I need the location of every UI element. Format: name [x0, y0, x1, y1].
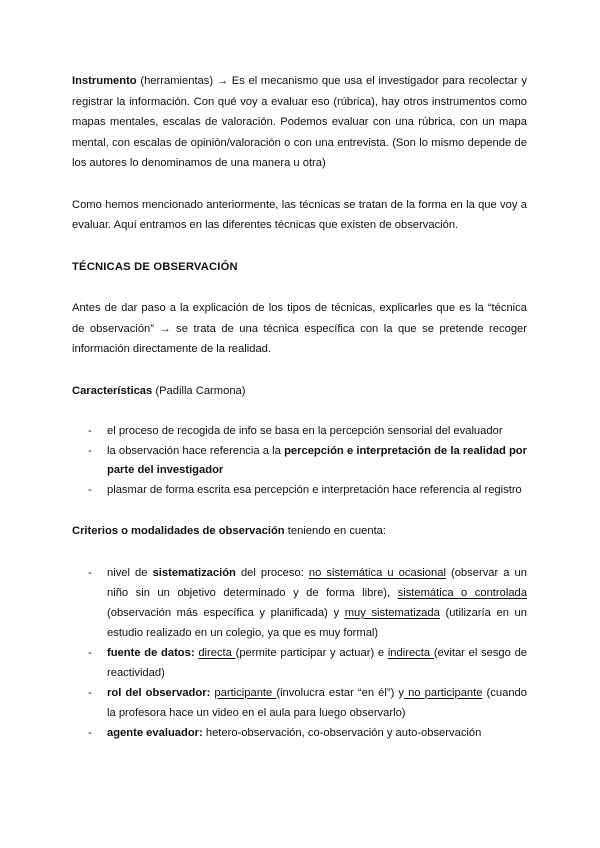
paragraph-instrumento	[72, 71, 527, 174]
list-item-text: plasmar de forma escrita esa percepción e interpretación hace referencia al registro	[107, 483, 522, 496]
item-underline: no sistemática u ocasional	[308, 566, 446, 579]
item-text: (involucra estar “en él”) y	[276, 686, 404, 699]
list-item	[72, 422, 527, 442]
list-item	[72, 683, 527, 723]
criterios-text: teniendo en cuenta:	[284, 525, 387, 537]
item-bold: agente evaluador:	[107, 726, 203, 739]
list-item	[72, 643, 527, 683]
item-underline: muy sistematizada	[344, 606, 440, 619]
list-item	[72, 442, 527, 481]
list-item-bold: percepción e interpretación de la realidad por parte del investigador	[107, 444, 527, 476]
item-text: (permite participar y actuar) e	[235, 646, 388, 659]
item-text: (cuando la profesora hace un video en el aula para luego observarlo)	[107, 686, 527, 719]
item-bold: sistematización	[152, 566, 236, 579]
bullet-dash: -	[88, 686, 92, 699]
caracteristicas-label: Características	[72, 384, 153, 397]
caracteristicas-list	[72, 422, 527, 500]
item-text: del proceso:	[235, 566, 309, 579]
item-text: (utilizaría en un estudio realizado en un colegio, ya que es muy formal)	[107, 606, 527, 639]
item-text: (evitar el sesgo de reactividad)	[107, 646, 528, 679]
instrumento-text: (herramientas) → Es el mecanismo que usa el investigador para recolectar y registrar la información. Con qué voy a evaluar eso (rúbrica), hay otros instrumentos como mapas mentales, escalas de valoración. Podemos evaluar con una rúbrica, con un mapa mental, con escalas de opinión/valoración o con una entrevista. (Son lo mismo depende de los autores lo denominamos de una manera u otra)	[72, 75, 527, 169]
item-underline: sistemática o controlada	[397, 586, 527, 599]
item-bold: rol del observador:	[107, 686, 211, 699]
list-item-text: el proceso de recogida de info se basa en la percepción sensorial del evaluador	[107, 425, 503, 437]
bullet-dash: -	[88, 646, 92, 659]
item-underline: directa	[198, 646, 236, 659]
list-item	[72, 723, 527, 743]
bullet-dash: -	[88, 444, 92, 457]
term-instrumento: Instrumento	[72, 75, 137, 87]
item-text: nivel de	[107, 566, 153, 579]
bullet-dash: -	[88, 726, 92, 739]
item-bold: fuente de datos:	[107, 646, 195, 659]
criterios-heading	[72, 521, 527, 542]
item-underline: indirecta	[387, 646, 434, 659]
item-text: (observar a un niño sin un objetivo determinado y de forma libre),	[107, 566, 528, 599]
paragraph-tecnica-observacion: Antes de dar paso a la explicación de los tipos de técnicas, explicarles que es la “técnica de observación” → se trata de una técnica específica con la que se pretende recoger información directamente de la realidad.	[72, 302, 527, 355]
criterios-label: Criterios o modalidades de observación	[72, 525, 285, 537]
bullet-dash: -	[88, 483, 92, 496]
document-page	[72, 71, 527, 743]
list-item	[72, 563, 527, 643]
item-underline: no participante	[404, 686, 483, 699]
bullet-dash: -	[88, 425, 92, 437]
item-text: hetero-observación, co-observación y auto-observación	[202, 726, 482, 739]
list-item-text: la observación hace referencia a la	[107, 444, 285, 457]
caracteristicas-heading	[72, 381, 527, 402]
criterios-list	[72, 563, 527, 743]
bullet-dash: -	[88, 566, 92, 579]
caracteristicas-source: (Padilla Carmona)	[152, 384, 246, 397]
section-heading: TÉCNICAS DE OBSERVACIÓN	[72, 260, 238, 273]
paragraph-tecnicas-intro: Como hemos mencionado anteriormente, las técnicas se tratan de la forma en la que voy a evaluar. Aquí entramos en las diferentes técnicas que existen de observación.	[72, 198, 527, 231]
item-underline: participante	[214, 686, 277, 699]
list-item	[72, 481, 527, 501]
item-text: (observación más específica y planificada) y	[107, 606, 345, 619]
